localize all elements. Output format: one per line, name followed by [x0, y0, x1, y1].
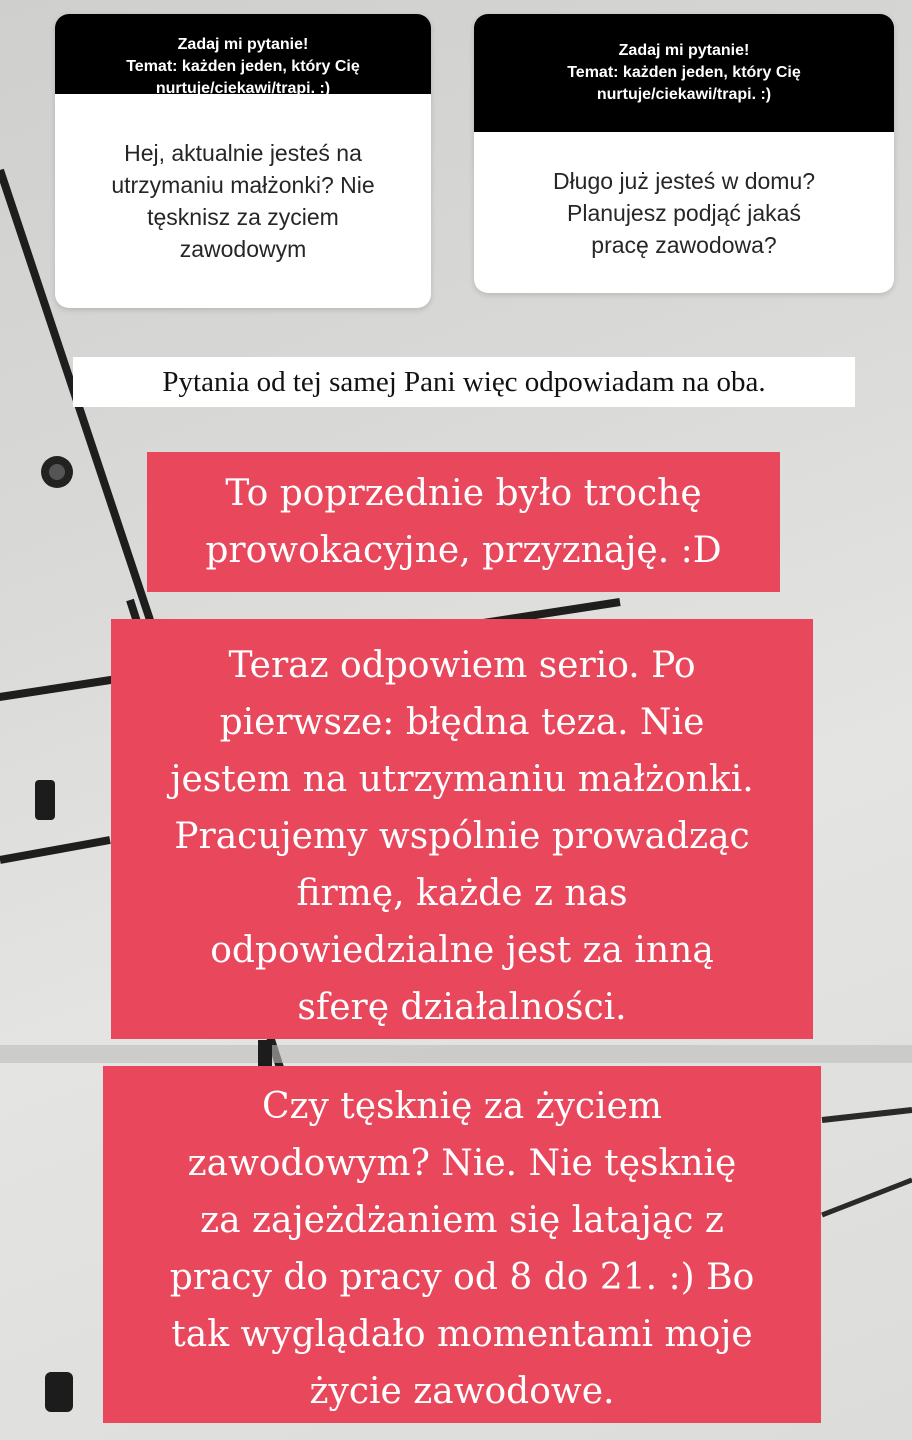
answer-block-1: To poprzednie było trochę prowokacyjne, przyznaję. :D	[147, 452, 780, 592]
question-sticker-1	[55, 14, 431, 308]
spotlight	[258, 1040, 272, 1066]
ceiling-rail	[0, 840, 110, 860]
question-sticker-header: Zadaj mi pytanie! Temat: każden jeden, który Cię nurtuje/ciekawi/trapi. :)	[474, 14, 894, 132]
spotlight	[35, 780, 55, 820]
answer-block-3: Czy tęsknię za życiem zawodowym? Nie. Nie tęsknię za zajeżdżaniem się latając z pracy do pracy od 8 do 21. :) Bo tak wyglądało momentami moje życie zawodowe.	[103, 1066, 821, 1423]
question-sticker-text: Hej, aktualnie jesteś na utrzymaniu małżonki? Nie tęsknisz za zyciem zawodowym	[111, 140, 375, 262]
answer-block-2: Teraz odpowiem serio. Po pierwsze: błędna teza. Nie jestem na utrzymaniu małżonki. Pracujemy wspólnie prowadząc firmę, każde z nas odpowiedzialne jest za inną sferę działalności.	[111, 619, 813, 1039]
question-sticker-2	[474, 14, 894, 293]
question-sticker-text: Długo już jesteś w domu? Planujesz podjąć jakaś pracę zawodowa?	[552, 167, 816, 258]
ceiling-rail	[822, 1180, 912, 1215]
question-sticker-header: Zadaj mi pytanie! Temat: każden jeden, który Cię nurtuje/ciekawi/trapi. :)	[55, 14, 431, 94]
note-caption: Pytania od tej samej Pani więc odpowiadam na oba.	[73, 357, 855, 407]
ceiling-beam	[0, 1045, 912, 1063]
spotlight	[49, 464, 65, 480]
ceiling-rail	[822, 1110, 912, 1120]
spotlight	[45, 1372, 73, 1412]
